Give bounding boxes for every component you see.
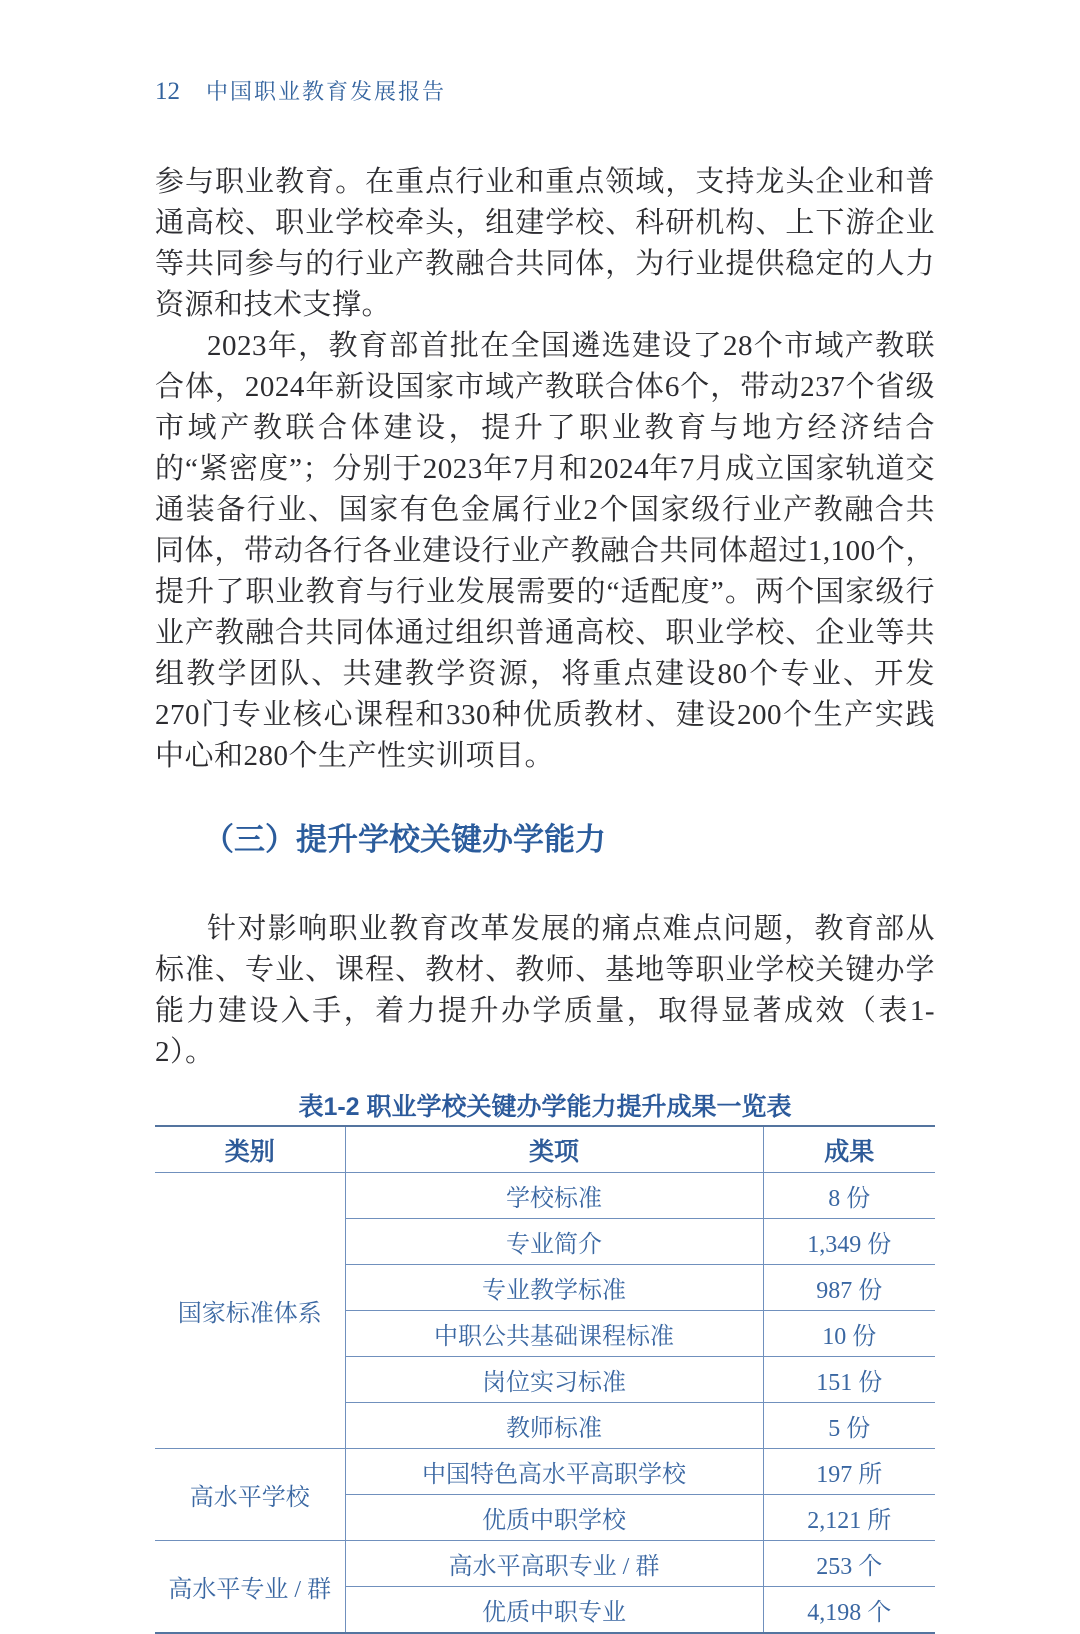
- item-cell: 学校标准: [345, 1173, 763, 1219]
- table-row: [155, 1173, 935, 1219]
- category-cell-high-level-schools: 高水平学校: [155, 1449, 345, 1541]
- result-cell: 5 份: [763, 1403, 935, 1449]
- section-heading: （三）提升学校关键办学能力: [203, 822, 606, 857]
- table-row: [155, 1449, 935, 1495]
- page-header: [155, 75, 935, 105]
- paragraph-1: 参与职业教育。在重点行业和重点领域，支持龙头企业和普通高校、职业学校牵头，组建学校、科研机构、上下游企业等共同参与的行业产教融合共同体，为行业提供稳定的人力资源和技术支撑。: [155, 166, 935, 321]
- item-cell: 专业简介: [345, 1219, 763, 1265]
- item-cell: 中国特色高水平高职学校: [345, 1449, 763, 1495]
- table-row: [155, 1541, 935, 1587]
- result-cell: 1,349 份: [763, 1219, 935, 1265]
- item-cell: 教师标准: [345, 1403, 763, 1449]
- item-cell: 优质中职学校: [345, 1495, 763, 1541]
- item-cell: 优质中职专业: [345, 1587, 763, 1634]
- result-cell: 151 份: [763, 1357, 935, 1403]
- table-caption: 表1-2 职业学校关键办学能力提升成果一览表: [298, 1093, 792, 1121]
- item-cell: 专业教学标准: [345, 1265, 763, 1311]
- paragraph-3: 针对影响职业教育改革发展的痛点难点问题，教育部从标准、专业、课程、教材、教师、基地等职业学校关键办学能力建设入手，着力提升办学质量，取得显著成效（表1-2）。: [155, 913, 935, 1068]
- item-cell: 中职公共基础课程标准: [345, 1311, 763, 1357]
- result-cell: 253 个: [763, 1541, 935, 1587]
- result-cell: 987 份: [763, 1265, 935, 1311]
- item-cell: 岗位实习标准: [345, 1357, 763, 1403]
- result-cell: 2,121 所: [763, 1495, 935, 1541]
- results-table: [155, 1125, 935, 1634]
- category-cell-national-standards: 国家标准体系: [155, 1173, 345, 1449]
- table-header-row: [155, 1126, 935, 1173]
- book-title: 中国职业教育发展报告: [206, 79, 447, 104]
- column-header-result: 成果: [763, 1126, 935, 1173]
- item-cell: 高水平高职专业 / 群: [345, 1541, 763, 1587]
- result-cell: 8 份: [763, 1173, 935, 1219]
- column-header-item: 类项: [345, 1126, 763, 1173]
- category-cell-high-level-majors: 高水平专业 / 群: [155, 1541, 345, 1634]
- page-number: 12: [155, 78, 180, 105]
- result-cell: 197 所: [763, 1449, 935, 1495]
- result-cell: 10 份: [763, 1311, 935, 1357]
- paragraph-2: 2023年，教育部首批在全国遴选建设了28个市域产教联合体，2024年新设国家市域产教联合体6个，带动237个省级市域产教联合体建设，提升了职业教育与地方经济结合的“紧密度”；分别于2023年7月和2024年7月成立国家轨道交通装备行业、国家有色金属行业2个国家级行业产教融合共同体，带动各行各业建设行业产教融合共同体超过1,100个，提升了职业教育与行业发展需要的“适配度”。两个国家级行业产教融合共同体通过组织普通高校、职业学校、企业等共组教学团队、共建教学资源，将重点建设80个专业、开发270门专业核心课程和330种优质教材、建设200个生产实践中心和280个生产性实训项目。: [155, 330, 935, 772]
- result-cell: 4,198 个: [763, 1587, 935, 1634]
- column-header-category: 类别: [155, 1126, 345, 1173]
